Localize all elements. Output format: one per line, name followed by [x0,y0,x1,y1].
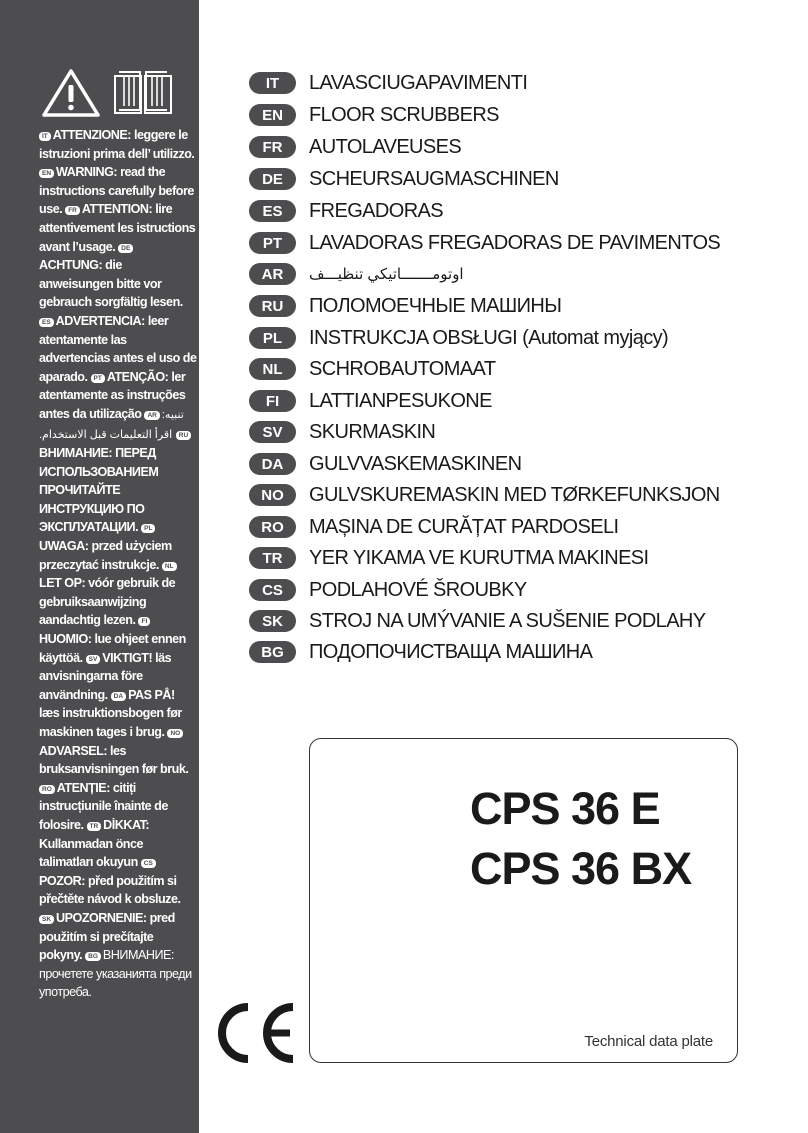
lang-title: YER YIKAMA VE KURUTMA MAKINESI [309,546,649,569]
language-row [249,388,492,414]
lang-code-tag: CS [141,859,156,868]
warning-de: ACHTUNG: die anweisungen bitte vor gebrauch sorgfältig lesen. [39,258,183,310]
warning-cs: POZOR: před použitím si přečtěte návod k obsluze. [39,873,181,907]
lang-code-tag: DA [111,692,126,701]
warning-pt: ATENÇÃO: ler atentamente as instruções antes da utilização [39,369,186,421]
lang-code-tag: NO [167,729,183,738]
lang-badge: PT [249,232,296,254]
lang-badge: TR [249,547,296,569]
language-row [249,545,649,571]
language-row [249,325,668,351]
lang-badge: RU [249,295,296,317]
lang-code-tag: FR [65,206,80,215]
lang-badge: EN [249,104,296,126]
lang-title: اوتومـــــــاتيكي تنظيـــف [309,266,464,283]
lang-badge: NL [249,358,296,380]
language-row [249,134,461,160]
warning-fr: ATTENTION: lire attentivement les istructions avant l’usage. [39,202,196,254]
language-row [249,102,499,128]
language-row [249,293,561,319]
lang-code-tag: TR [87,822,102,831]
lang-title: LATTIANPESUKONE [309,389,492,412]
warning-fi: HUOMIO: lue ohjeet ennen käyttöä. [39,632,186,665]
model-name-1: CPS 36 E [470,783,660,834]
lang-title: LAVASCIUGAPAVIMENTI [309,71,528,94]
lang-title: AUTOLAVEUSES [309,135,462,158]
language-row [249,608,706,634]
warning-it: ATTENZIONE: leggere le istruzioni prima dell’ utilizzo. [39,128,195,161]
technical-data-plate-label: Technical data plate [584,1033,713,1050]
lang-badge: SK [249,610,296,632]
warning-sv: VIKTIGT! läs anvisningarna före användning. [39,650,172,702]
lang-title: SCHROBAUTOMAAT [309,357,496,380]
lang-badge: SV [249,421,296,443]
lang-title: INSTRUKCJA OBSŁUGI (Automat myjący) [309,326,669,349]
warning-bg: ВНИМАНИЕ: прочетете указанията преди употреба. [39,948,192,1000]
product-box [309,738,738,1063]
warning-ro: ATENȚIE: citiți instrucțiunile înainte de folosire. [39,780,168,832]
warning-no: ADVARSEL: les bruksanvisningen før bruk. [39,743,189,777]
model-name-2: CPS 36 BX [470,843,692,894]
lang-badge: FR [249,136,296,158]
lang-badge: BG [249,641,296,663]
lang-code-tag: SK [39,915,54,924]
lang-badge: DE [249,168,296,190]
language-row [249,70,527,96]
warning-ru: ВНИМАНИЕ: ПЕРЕД ИСПОЛЬЗОВАНИЕМ ПРОЧИТАЙТЕ ИНСТРУКЦИЮ ПО ЭКСПЛУАТАЦИИ. [39,446,159,535]
warning-ar: تنبيه: اقرأ التعليمات قبل الاستخدام. [39,408,184,441]
lang-code-tag: PT [91,374,105,383]
lang-title: FLOOR SCRUBBERS [309,103,499,126]
lang-code-tag: BG [85,952,101,961]
lang-title: MAȘINA DE CURĂȚAT PARDOSELI [309,515,619,538]
language-row [249,356,495,382]
language-row [249,482,720,508]
lang-title: FREGADORAS [309,199,444,222]
lang-title: STROJ NA UMÝVANIE A SUŠENIE PODLAHY [309,609,706,632]
warning-en: WARNING: read the instructions carefully before use. [39,165,194,217]
language-row [249,639,592,665]
warning-nl: LET OP: vóór gebruik de gebruiksaanwijzing aandachtig lezen. [39,576,176,628]
ce-mark [210,1000,296,1066]
lang-title: GULVSKUREMASKIN MED TØRKEFUNKSJON [309,483,720,506]
lang-badge: DA [249,453,296,475]
warning-text [39,126,197,1002]
lang-badge: IT [249,72,296,94]
warning-sidebar [0,0,199,1133]
lang-title: PODLAHOVÉ ŠROUBKY [309,578,527,601]
warning-da: PAS PÅ! læs instruktionsbogen før maskinen tages i brug. [39,687,182,739]
lang-code-tag: PL [141,524,155,533]
lang-title: ПОЛОМОЕЧНЫЕ МАШИНЫ [309,294,562,317]
language-row [249,261,464,287]
lang-title: ПОДОПОЧИСТВАЩА МАШИНА [309,640,593,663]
lang-title: SCHEURSAUGMASCHINEN [309,167,559,190]
lang-code-tag: FI [138,617,150,626]
language-row [249,198,443,224]
language-row [249,166,559,192]
sidebar-icons [41,68,173,118]
lang-badge: CS [249,579,296,601]
lang-badge: PL [249,327,296,349]
lang-title: LAVADORAS FREGADORAS DE PAVIMENTOS [309,231,721,254]
lang-code-tag: ES [39,318,54,327]
language-row [249,419,435,445]
language-row [249,230,720,256]
warning-sk: UPOZORNENIE: pred použitím si prečítajte pokyny. [39,910,175,963]
lang-badge: FI [249,390,296,412]
lang-title: SKURMASKIN [309,420,436,443]
lang-code-tag: DE [118,244,133,253]
language-row [249,451,521,477]
lang-code-tag: NL [162,562,177,571]
warning-tr: DİKKAT: Kullanmadan önce talimatları okuyun [39,817,150,870]
lang-code-tag: EN [39,169,54,178]
lang-code-tag: AR [144,411,159,420]
warning-triangle-icon [41,68,101,118]
lang-badge: NO [249,484,296,506]
language-row [249,514,618,540]
lang-title: GULVVASKEMASKINEN [309,452,522,475]
lang-badge: ES [249,200,296,222]
lang-code-tag: RO [39,785,55,794]
lang-code-tag: SV [86,655,101,664]
warning-es: ADVERTENCIA: leer atentamente las advertencias antes el uso de aparado. [39,313,197,384]
lang-badge: AR [249,263,296,285]
lang-code-tag: IT [39,132,51,141]
language-row [249,577,527,603]
lang-code-tag: RU [176,431,191,440]
open-book-icon [113,68,173,118]
lang-badge: RO [249,516,296,538]
warning-pl: UWAGA: przed użyciem przeczytać instrukcje. [39,539,172,572]
